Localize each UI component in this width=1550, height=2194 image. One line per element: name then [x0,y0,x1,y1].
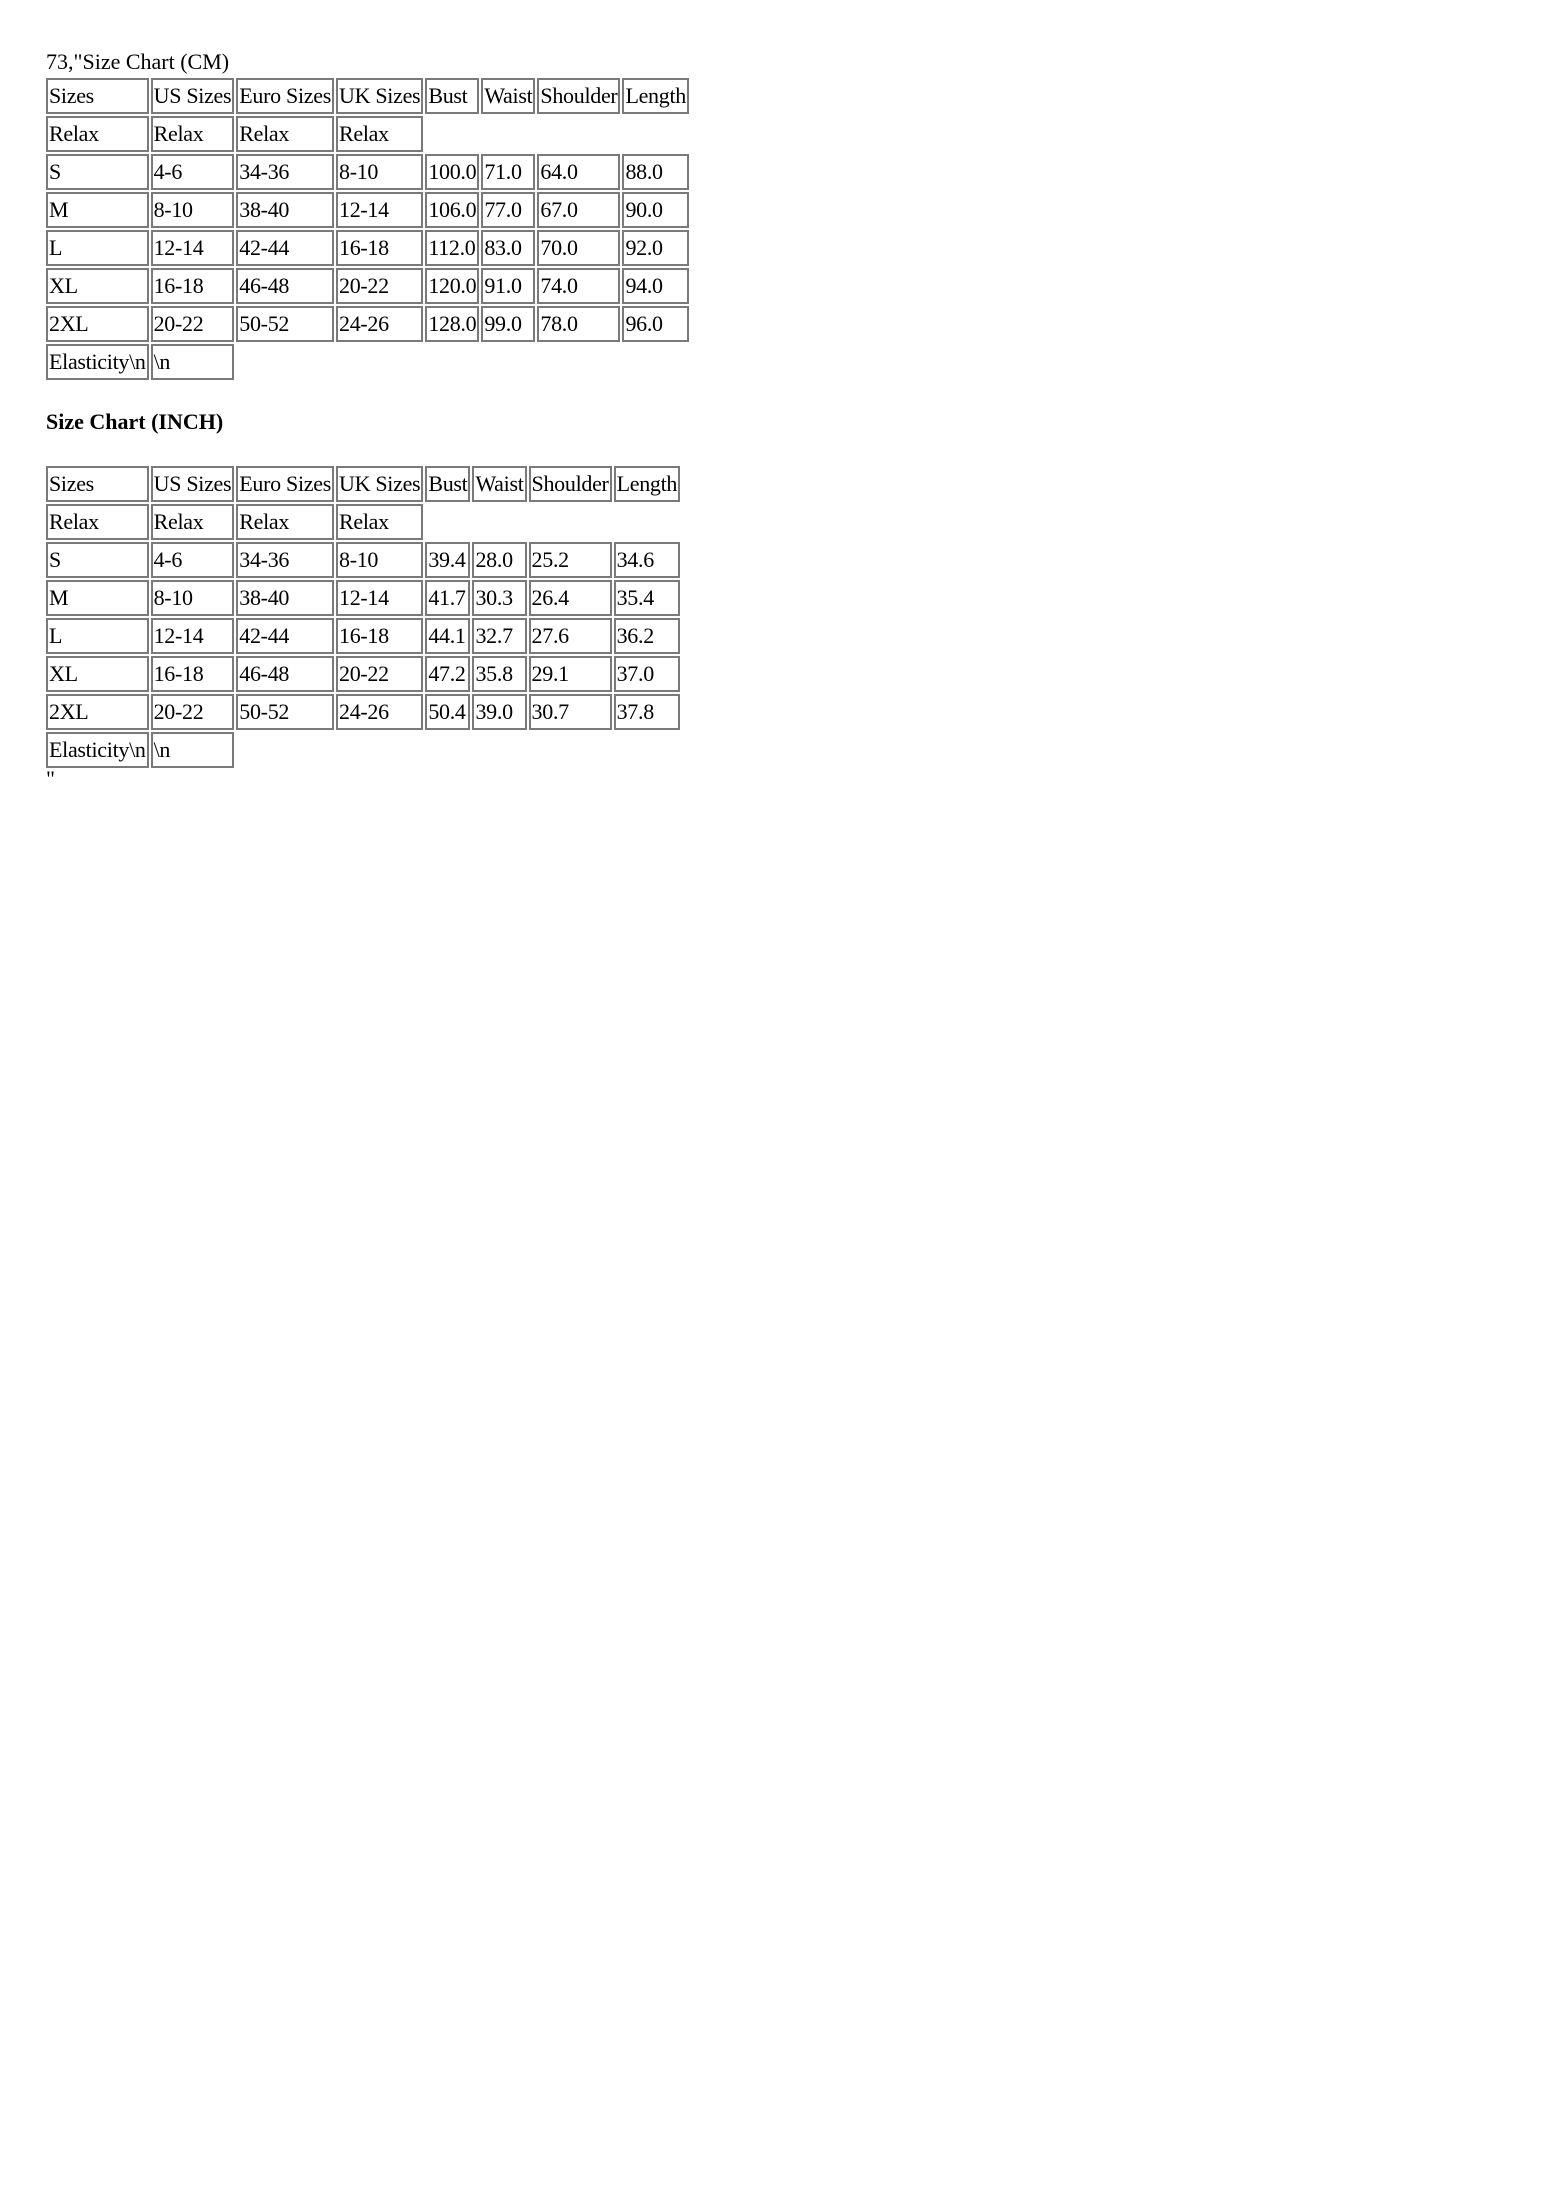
table-cell: 64.0 [537,154,620,190]
empty-cell [236,344,334,380]
elasticity-cell: \n [151,732,235,768]
table-cell: 47.2 [425,656,470,692]
table-cell: 16-18 [151,268,235,304]
table-cell: 12-14 [336,580,423,616]
table-cell: 39.4 [425,542,470,578]
header-cell: US Sizes [151,466,235,502]
table-cell: 16-18 [336,230,423,266]
elasticity-row [46,732,680,768]
table-cell: 2XL [46,306,149,342]
table-cell: 70.0 [537,230,620,266]
header-cell: Waist [481,78,535,114]
table-cell: 16-18 [151,656,235,692]
empty-cell [425,344,479,380]
table-cell: XL [46,268,149,304]
empty-cell [481,116,535,152]
table-cell: 42-44 [236,230,334,266]
relax-cell: Relax [336,116,423,152]
table-cell: 112.0 [425,230,479,266]
header-cell: Euro Sizes [236,466,334,502]
table-cell: 24-26 [336,694,423,730]
table-cell: 16-18 [336,618,423,654]
relax-cell: Relax [46,504,149,540]
table-cell: 2XL [46,694,149,730]
table-cell: 20-22 [336,656,423,692]
empty-cell [614,504,681,540]
table-cell: 90.0 [622,192,689,228]
empty-cell [622,344,689,380]
inch-chart-title: Size Chart (INCH) [46,409,224,434]
header-cell: Waist [472,466,526,502]
table-cell: 32.7 [472,618,526,654]
header-cell: US Sizes [151,78,235,114]
table-cell: 29.1 [529,656,612,692]
empty-cell [425,116,479,152]
relax-cell: Relax [46,116,149,152]
table-cell: 25.2 [529,542,612,578]
inch-size-table [44,464,682,770]
table-cell: 37.8 [614,694,681,730]
table-cell: 94.0 [622,268,689,304]
header-cell: Bust [425,466,470,502]
closing-quote: " [46,766,55,791]
header-cell: Euro Sizes [236,78,334,114]
empty-cell [614,732,681,768]
relax-cell: Relax [151,504,235,540]
empty-cell [481,344,535,380]
header-cell: Sizes [46,78,149,114]
empty-cell [537,344,620,380]
table-cell: L [46,230,149,266]
empty-cell [472,504,526,540]
elasticity-row [46,344,689,380]
table-cell: 4-6 [151,154,235,190]
table-row [46,154,689,190]
table-cell: 30.3 [472,580,526,616]
header-cell: UK Sizes [336,466,423,502]
table-row [46,268,689,304]
header-cell: Bust [425,78,479,114]
table-cell: 128.0 [425,306,479,342]
cm-size-table [44,76,691,382]
table-cell: 120.0 [425,268,479,304]
cm-chart-title: 73,"Size Chart (CM) [46,49,230,74]
table-cell: 67.0 [537,192,620,228]
header-cell: UK Sizes [336,78,423,114]
empty-cell [336,344,423,380]
table-cell: 27.6 [529,618,612,654]
table-cell: 34-36 [236,154,334,190]
table-cell: 88.0 [622,154,689,190]
table-cell: 8-10 [151,580,235,616]
empty-cell [472,732,526,768]
table-cell: 8-10 [151,192,235,228]
table-row [46,306,689,342]
relax-cell: Relax [236,116,334,152]
header-cell: Length [622,78,689,114]
table-cell: 8-10 [336,154,423,190]
table-cell: M [46,192,149,228]
table-cell: 35.4 [614,580,681,616]
header-cell: Shoulder [529,466,612,502]
empty-cell [425,732,470,768]
table-cell: 99.0 [481,306,535,342]
table-cell: 30.7 [529,694,612,730]
table-cell: 28.0 [472,542,526,578]
elasticity-cell: Elasticity\n [46,344,149,380]
elasticity-cell: \n [151,344,235,380]
table-cell: 91.0 [481,268,535,304]
table-cell: 38-40 [236,192,334,228]
table-cell: 8-10 [336,542,423,578]
table-row [46,580,680,616]
relax-cell: Relax [336,504,423,540]
table-header-row [46,78,689,114]
table-cell: 39.0 [472,694,526,730]
relax-cell: Relax [151,116,235,152]
table-cell: M [46,580,149,616]
table-cell: 20-22 [151,694,235,730]
table-cell: 96.0 [622,306,689,342]
table-cell: 20-22 [336,268,423,304]
table-cell: 71.0 [481,154,535,190]
table-cell: 50.4 [425,694,470,730]
table-cell: 34.6 [614,542,681,578]
document-page [46,48,806,790]
relax-row [46,116,689,152]
table-cell: 12-14 [151,230,235,266]
table-row [46,618,680,654]
table-cell: 92.0 [622,230,689,266]
empty-cell [622,116,689,152]
table-cell: L [46,618,149,654]
table-cell: 77.0 [481,192,535,228]
table-cell: 36.2 [614,618,681,654]
table-cell: S [46,154,149,190]
table-cell: 12-14 [336,192,423,228]
table-cell: 44.1 [425,618,470,654]
table-cell: 24-26 [336,306,423,342]
header-cell: Shoulder [537,78,620,114]
empty-cell [236,732,334,768]
relax-row [46,504,680,540]
table-row [46,192,689,228]
table-cell: 50-52 [236,306,334,342]
table-cell: 20-22 [151,306,235,342]
empty-cell [529,732,612,768]
table-header-row [46,466,680,502]
header-cell: Sizes [46,466,149,502]
table-cell: 83.0 [481,230,535,266]
elasticity-cell: Elasticity\n [46,732,149,768]
table-cell: 46-48 [236,656,334,692]
empty-cell [425,504,470,540]
empty-cell [529,504,612,540]
table-cell: 41.7 [425,580,470,616]
table-row [46,230,689,266]
empty-cell [537,116,620,152]
relax-cell: Relax [236,504,334,540]
table-cell: 26.4 [529,580,612,616]
table-cell: 46-48 [236,268,334,304]
table-cell: 12-14 [151,618,235,654]
empty-cell [336,732,423,768]
table-cell: 4-6 [151,542,235,578]
table-row [46,542,680,578]
table-cell: 74.0 [537,268,620,304]
table-cell: 34-36 [236,542,334,578]
table-cell: 37.0 [614,656,681,692]
table-cell: 35.8 [472,656,526,692]
table-cell: XL [46,656,149,692]
header-cell: Length [614,466,681,502]
table-cell: 100.0 [425,154,479,190]
table-row [46,656,680,692]
table-cell: 38-40 [236,580,334,616]
table-row [46,694,680,730]
table-cell: S [46,542,149,578]
table-cell: 78.0 [537,306,620,342]
table-cell: 106.0 [425,192,479,228]
table-cell: 42-44 [236,618,334,654]
table-cell: 50-52 [236,694,334,730]
